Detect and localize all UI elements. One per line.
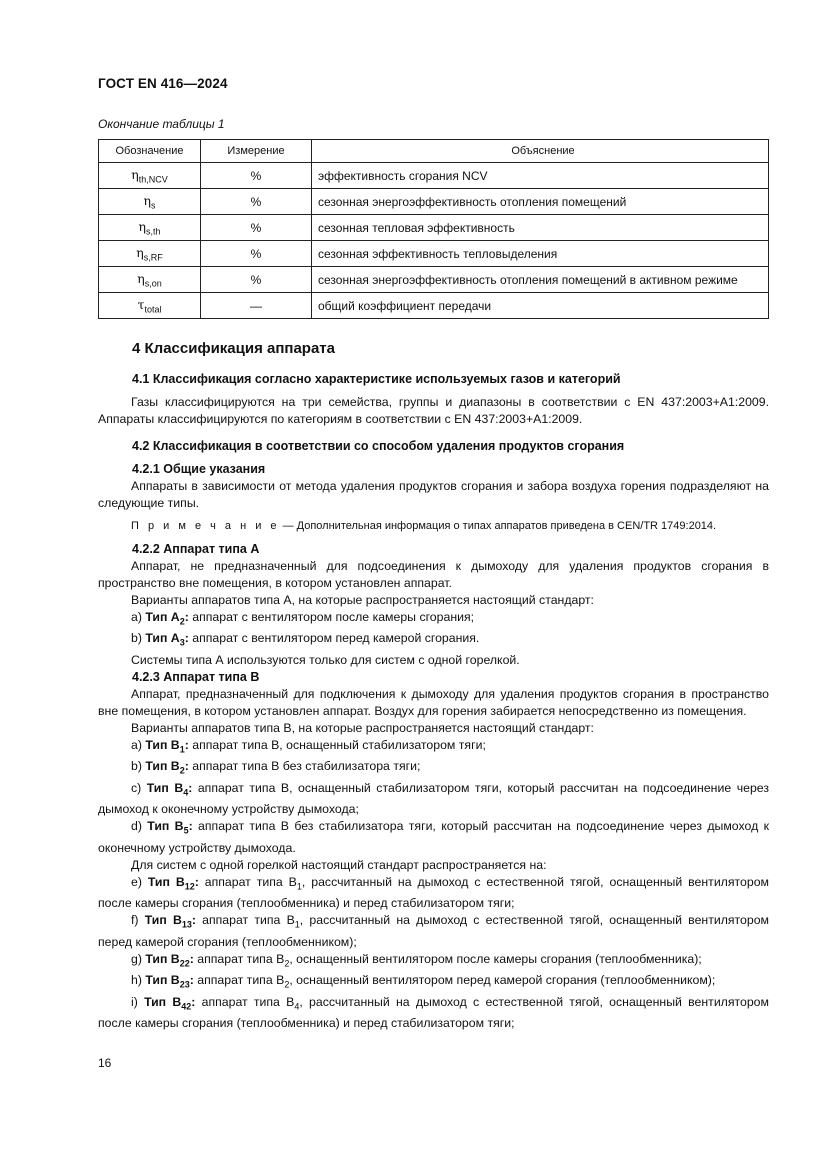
list-item-text: аппарат типа В <box>193 973 285 988</box>
type-label <box>147 874 199 892</box>
list-item-text: аппарат с вентилятором после камеры сгорания; <box>188 610 475 624</box>
section-4-1-text: Газы классифицируются на три семейства, группы и диапазоны в соответствии с EN 437:2003+A1:2009. Аппараты классифицируются по категориям в соответствии с EN 437:2003+A1:2009. <box>98 395 769 426</box>
list-item-text: аппарат с вентилятором перед камерой сгорания. <box>188 631 480 646</box>
note-label: П р и м е ч а н и е <box>131 520 280 532</box>
type-label <box>145 951 194 969</box>
type-subscript: 2 <box>179 616 185 627</box>
list-item <box>98 630 769 651</box>
type-colon: : <box>184 631 189 646</box>
type-subscript: 12 <box>184 881 195 892</box>
single-burner-intro: Для систем с одной горелкой настоящий стандарт распространяется на: <box>131 857 547 872</box>
symbol-subscript: th,NCV <box>138 174 168 185</box>
list-marker: b) <box>131 759 146 774</box>
type-subscript: 2 <box>179 765 185 776</box>
type-colon: : <box>188 780 193 795</box>
list-item-text: аппарат типа В без стабилизатора тяги; <box>188 759 421 774</box>
note-text: — Дополнительная информация о типах аппаратов приведена в CEN/TR 1749:2014. <box>279 520 717 532</box>
type-label <box>145 737 189 755</box>
list-item-text: , рассчитанный на дымоход с естественной тягой, оснащенный вентилятором после камеры сгорания (теплообменника) и перед стабилизатором тяги; <box>98 994 769 1030</box>
type-colon: : <box>184 759 189 774</box>
type-subscript: 1 <box>179 744 185 755</box>
unit-cell: % <box>201 241 312 267</box>
type-name: Тип В <box>145 737 180 752</box>
type-subscript: 42 <box>181 1000 192 1011</box>
type-name: Тип В <box>144 994 182 1009</box>
symbol-cell <box>99 241 201 267</box>
explanation-cell: сезонная эффективность тепловыделения <box>312 241 769 267</box>
list-item <box>98 994 769 1032</box>
symbol-cell <box>99 189 201 215</box>
type-colon: : <box>191 994 196 1009</box>
explanation-cell: эффективность сгорания NCV <box>312 163 769 189</box>
unit-cell: % <box>201 163 312 189</box>
section-4-1-title: 4.1 Классификация согласно характеристике используемых газов и категорий <box>132 372 621 386</box>
type-subscript: 4 <box>183 787 189 798</box>
type-subscript: 23 <box>179 979 190 990</box>
type-name: Тип А <box>145 610 180 624</box>
list-item <box>98 609 769 630</box>
list-item-text: , оснащенный вентилятором перед камерой сгорания (теплообменником); <box>289 973 716 988</box>
list-item-text: аппарат типа В <box>198 874 297 889</box>
table-row <box>99 267 769 293</box>
list-item <box>98 874 769 912</box>
symbol: η <box>131 166 139 182</box>
symbol: η <box>138 218 146 234</box>
symbol: η <box>137 270 145 286</box>
type-name: Тип В <box>144 913 182 928</box>
table-row <box>99 241 769 267</box>
explanation-cell: сезонная энергоэффективность отопления помещений в активном режиме <box>312 267 769 293</box>
symbol-subscript: total <box>144 304 162 315</box>
type-name: Тип В <box>147 819 184 834</box>
type-colon: : <box>189 951 194 966</box>
type-label <box>145 631 189 648</box>
symbols-table <box>98 139 769 319</box>
text-subscript: 2 <box>284 979 290 990</box>
type-subscript: 5 <box>183 825 189 836</box>
symbol-cell <box>99 293 201 319</box>
symbol-subscript: s,on <box>144 278 162 289</box>
list-item-text: , рассчитанный на дымоход с естественной тягой, оснащенный вентилятором перед камерой сгорания (теплообменником); <box>98 913 769 949</box>
symbol-subscript: s,RF <box>143 252 163 263</box>
type-name: Тип В <box>147 874 185 889</box>
column-header-symbol: Обозначение <box>99 140 201 163</box>
table-row <box>99 189 769 215</box>
list-item <box>98 818 769 856</box>
type-name: Тип А <box>145 631 180 646</box>
list-marker: c) <box>131 780 147 795</box>
text-subscript: 4 <box>294 1000 300 1011</box>
type-subscript: 22 <box>179 958 190 969</box>
type-label <box>145 759 189 776</box>
section-4-2-3-title: 4.2.3 Аппарат типа B <box>132 669 260 684</box>
symbol-subscript: s,th <box>145 226 161 237</box>
table-caption: Окончание таблицы 1 <box>98 117 225 131</box>
note <box>98 518 769 535</box>
list-marker: e) <box>131 874 148 889</box>
text-subscript: 1 <box>294 919 300 930</box>
type-subscript: 13 <box>181 919 192 930</box>
table-row <box>99 163 769 189</box>
type-name: Тип В <box>145 759 180 774</box>
text-subscript: 1 <box>296 881 302 892</box>
list-marker: f) <box>131 913 145 928</box>
list-item <box>98 780 769 818</box>
list-item-text: аппарат типа В <box>195 994 295 1009</box>
list-item-text: , оснащенный вентилятором после камеры сгорания (теплообменника); <box>289 951 702 966</box>
list-marker: a) <box>131 737 146 752</box>
unit-cell: % <box>201 189 312 215</box>
column-header-unit: Измерение <box>201 140 312 163</box>
section-4-2-2-variants: Варианты аппаратов типа А, на которые распространяется настоящий стандарт: <box>131 593 594 607</box>
type-label <box>147 819 193 836</box>
type-name: Тип В <box>145 951 180 966</box>
type-label <box>144 995 195 1009</box>
type-name: Тип В <box>145 973 180 988</box>
list-item-text: аппарат типа В, оснащенный стабилизатором тяги, который рассчитан на подсоединение через дымоход к оконечному устройству дымохода; <box>98 780 769 817</box>
type-colon: : <box>189 973 194 988</box>
symbol-cell <box>99 267 201 293</box>
list-item-text: аппарат типа В <box>195 913 295 928</box>
symbol-cell <box>99 163 201 189</box>
type-colon: : <box>184 610 189 624</box>
symbol: η <box>136 244 144 260</box>
list-marker: g) <box>131 951 146 966</box>
section-4-2-1-title: 4.2.1 Общие указания <box>132 462 266 476</box>
table-row <box>99 215 769 241</box>
section-4-2-2-end: Системы типа А используются только для систем с одной горелкой. <box>131 652 520 667</box>
document-body <box>98 336 769 1032</box>
section-4-2-1-text: Аппараты в зависимости от метода удаления продуктов сгорания и забора воздуха горения подразделяют на следующие типы. <box>98 479 769 510</box>
list-item <box>98 951 769 972</box>
document-header: ГОСТ EN 416—2024 <box>98 76 228 91</box>
unit-cell: % <box>201 267 312 293</box>
explanation-cell: сезонная тепловая эффективность <box>312 215 769 241</box>
type-name: Тип В <box>146 780 184 795</box>
section-4-title: 4 Классификация аппарата <box>132 340 335 357</box>
type-subscript: 3 <box>179 637 185 648</box>
page-number: 16 <box>98 1056 112 1070</box>
list-item-text: аппарат типа В без стабилизатора тяги, который рассчитан на подсоединение через дымоход к оконечному устройству дымохода. <box>98 819 769 855</box>
list-item-text: , рассчитанный на дымоход с естественной тягой, оснащенный вентилятором после камеры сгорания (теплообменника) и перед стабилизатором тяги; <box>98 874 769 911</box>
list-item <box>98 972 769 993</box>
section-4-2-3-variants: Варианты аппаратов типа В, на которые распространяется настоящий стандарт: <box>131 720 594 735</box>
explanation-cell: сезонная энергоэффективность отопления помещений <box>312 189 769 215</box>
list-item-text: аппарат типа В, оснащенный стабилизатором тяги; <box>188 737 486 752</box>
section-4-2-title: 4.2 Классификация в соответствии со способом удаления продуктов сгорания <box>132 439 625 453</box>
type-label <box>144 913 196 930</box>
section-4-2-2-text: Аппарат, не предназначенный для подсоединения к дымоходу для удаления продуктов сгорания в пространство вне помещения, в котором установлен аппарат. <box>98 559 769 590</box>
unit-cell: — <box>201 293 312 319</box>
type-label <box>145 973 194 990</box>
list-item-text: аппарат типа В <box>193 951 285 966</box>
symbol: η <box>143 192 151 208</box>
list-marker: d) <box>131 819 148 834</box>
explanation-cell: общий коэффициент передачи <box>312 293 769 319</box>
list-item <box>98 912 769 950</box>
list-item <box>98 758 769 779</box>
section-4-2-2-title: 4.2.2 Аппарат типа A <box>132 542 260 556</box>
symbol: τ <box>137 296 145 312</box>
text-subscript: 2 <box>284 958 290 969</box>
table-header-row <box>99 140 769 163</box>
column-header-explanation: Объяснение <box>312 140 769 163</box>
type-colon: : <box>194 874 199 889</box>
type-label <box>145 610 189 627</box>
type-colon: : <box>191 913 196 928</box>
symbol-subscript: s <box>151 200 156 211</box>
table-row <box>99 293 769 319</box>
symbol-cell <box>99 215 201 241</box>
list-item <box>98 737 769 758</box>
unit-cell: % <box>201 215 312 241</box>
type-colon: : <box>188 819 193 834</box>
list-marker: a) <box>131 610 146 624</box>
type-label <box>146 780 193 798</box>
list-marker: i) <box>131 994 145 1009</box>
list-marker: b) <box>131 631 146 646</box>
list-marker: h) <box>131 973 146 988</box>
type-colon: : <box>184 737 189 752</box>
section-4-2-3-text: Аппарат, предназначенный для подключения к дымоходу для удаления продуктов сгорания в пространство вне помещения, в котором установлен аппарат. Воздух для горения забирается непосредственно из помещения. <box>98 686 769 718</box>
